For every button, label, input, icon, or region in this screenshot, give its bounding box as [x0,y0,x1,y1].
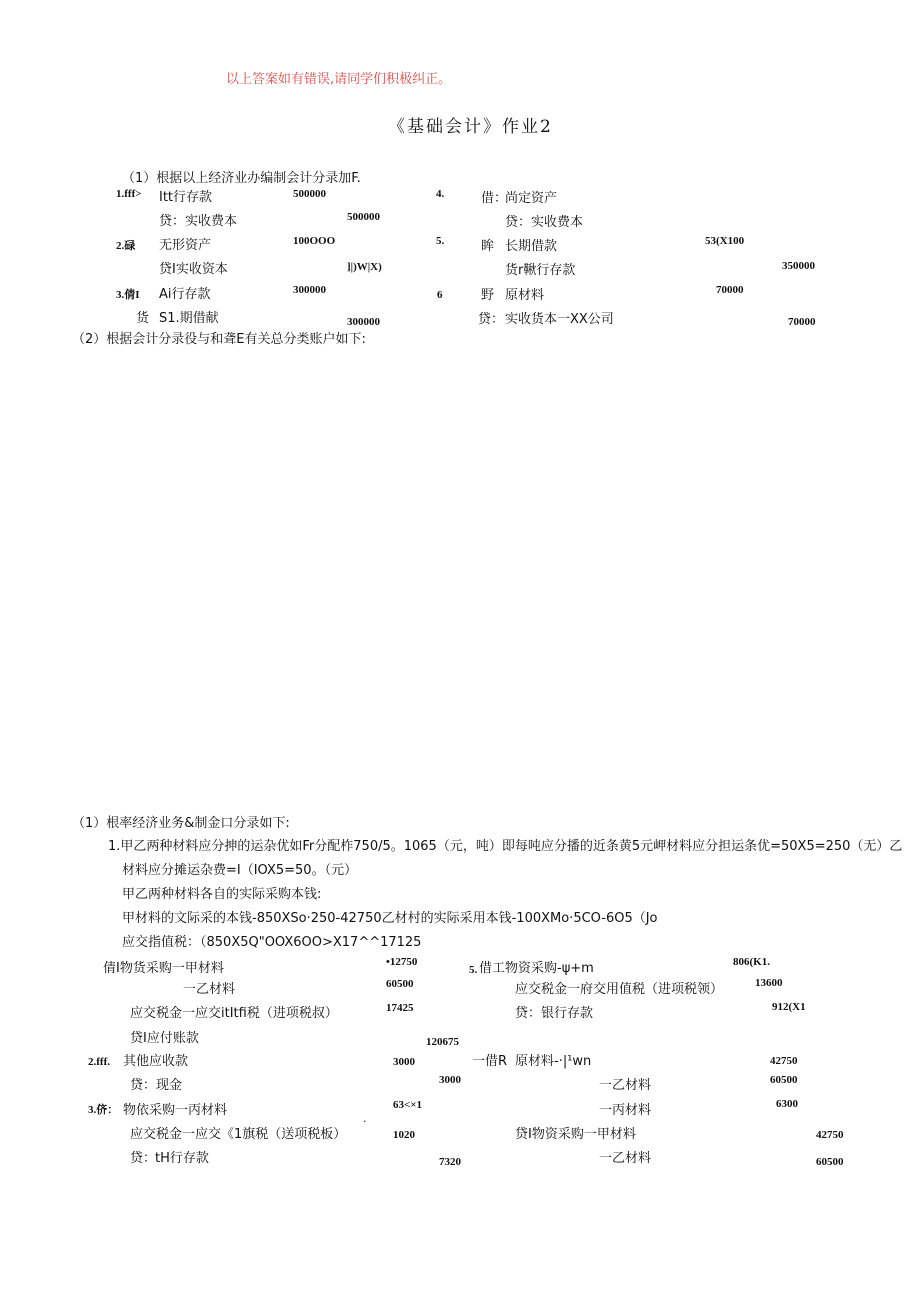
entry2-debit: 无形资产 [159,238,212,253]
e6-line1: 原材料-·|¹wn [515,1054,592,1069]
e3-mark: · [363,1115,367,1128]
e5-number: 5. [469,964,478,976]
entry1-debit: Itt行存款 [159,190,213,205]
entry5-credit-amount: 350000 [782,260,815,272]
e3-line2: 应交税金一应交《1旗税（送项税板） [130,1127,347,1142]
e3-amount3: 7320 [439,1156,461,1168]
entry3-number: 3.倩I [116,289,140,301]
entry3-credit: S1.期借献 [159,311,219,326]
e6-line4: 贷I物资采购一甲材料 [515,1127,636,1142]
entry3-debit: Ai行存款 [159,287,211,302]
entry4-debit-prefix: 借： [481,191,508,206]
entry5-debit-prefix: 眸 [481,239,495,254]
entry2-debit-amount: 100OOO [293,235,336,247]
entry6-credit-prefix: 贷： [478,312,505,327]
section3-para3: 甲乙两种材料各自的实际采购本钱: [122,887,322,902]
entry6-credit: 实收货本一XX公司 [505,312,614,327]
e2-amount1: 3000 [393,1056,415,1068]
e3-amount1: 63<×1 [393,1099,423,1111]
e5-amount2: 13600 [755,977,783,989]
e1-amount3: 17425 [386,1002,414,1014]
e1-amount1: •12750 [386,956,418,968]
section2-heading: （2）根据会计分录役与和聋E有关总分类账户如下: [72,332,366,347]
entry3-credit-amount: 300000 [347,316,380,328]
e5-amount1: 806(K1. [733,956,770,968]
e5-line1: 借工物资采购-ψ+m [479,961,594,976]
section3-para4: 甲材料的文际采的本钱-850XSo·250-42750乙材村的实际采用本钱-100XMo·5CO-6O5（Jo [122,911,658,926]
entry5-debit-amount: 53(X100 [705,235,745,247]
entry5-number: 5. [436,235,445,247]
entry6-debit-prefix: 野 [481,288,495,303]
entry6-credit-amount: 70000 [788,316,816,328]
entry2-credit: 贷I实收资本 [159,262,228,277]
entry1-debit-amount: 500000 [293,188,326,200]
entry5-credit: 货r鞦行存款 [505,263,576,278]
e2-amount2: 3000 [439,1074,461,1086]
entry1-number: 1.fff> [116,188,142,200]
e5-line2: 应交税金一府交用值税（进项税领） [515,982,724,997]
e1-amount4: 120675 [426,1036,459,1048]
e6-amount1: 42750 [770,1055,798,1067]
e5-amount3: 912(X1 [772,1001,806,1013]
e3-line3: tH行存款 [155,1151,209,1166]
e2-line1: 其他应收款 [123,1054,189,1069]
e1-line3: 应交税金一应交itItfi税（进项税叔） [130,1006,338,1021]
entry1-credit-amount: 500000 [347,211,380,223]
entry4-debit: 尚定资产 [505,191,558,206]
entry1-credit: 贷：实收费本 [159,214,238,229]
e6-line2: 一乙材料 [599,1078,652,1093]
entry6-debit: 原材料 [505,288,545,303]
entry4-number: 4. [436,188,445,200]
section3-para1: 1.甲乙两种材料应分抻的运杂优如Fr分配柞750/5。1065（元，吨）即每吨应分播的近条黄5元岬材料应分担运条优=50X5=250（无）乙 [108,839,903,854]
e1-amount2: 60500 [386,978,414,990]
entry3-credit-prefix: 货 [136,311,150,326]
e6-line1-prefix: 一借R [472,1054,508,1069]
e6-amount5: 60500 [816,1156,844,1168]
e5-line3: 贷：银行存款 [515,1006,594,1021]
e6-line5: 一乙材料 [599,1151,652,1166]
e2-number: 2.fff. [88,1056,110,1068]
section3-para5: 应交指值税：（850X5Q"OOX6OO>X17^^17125 [122,935,422,950]
e6-amount4: 42750 [816,1129,844,1141]
e6-amount3: 6300 [776,1098,798,1110]
e6-line3: 一丙材料 [599,1103,652,1118]
e3-line1: 物依采购一丙材料 [123,1103,228,1118]
e6-amount2: 60500 [770,1074,798,1086]
entry4-credit: 贷：实收费本 [505,215,584,230]
e3-number: 3.侪： [88,1104,119,1116]
e1-line2: 一乙材料 [183,982,236,997]
section3-para2: 材料应分摊运杂费=I（IOX5=50。（元） [122,863,358,878]
entry5-debit: 长期借款 [505,239,558,254]
e2-line2: 贷：现金 [130,1078,183,1093]
section1-heading: （1）根据以上经济业办编制会计分录加F. [122,171,361,186]
e1-line4: 贷I应付账款 [130,1031,199,1046]
section3-heading: （1）根率经济业务&制金口分录如下: [72,816,290,831]
entry6-debit-amount: 70000 [716,284,744,296]
e3-amount2: 1020 [393,1129,415,1141]
entry2-credit-amount: ]|)W|X) [347,261,382,273]
entry2-number: 2.碌 [116,240,136,252]
entry3-debit-amount: 300000 [293,284,326,296]
correction-notice: 以上答案如有错误,请同学们积极纠正。 [226,72,452,87]
entry6-number: 6 [437,289,443,301]
e3-line3-prefix: 贷： [130,1151,157,1166]
page-title: 《基础会计》作业2 [388,117,553,137]
e1-line1: 倩I物货采购一甲材料 [103,961,224,976]
